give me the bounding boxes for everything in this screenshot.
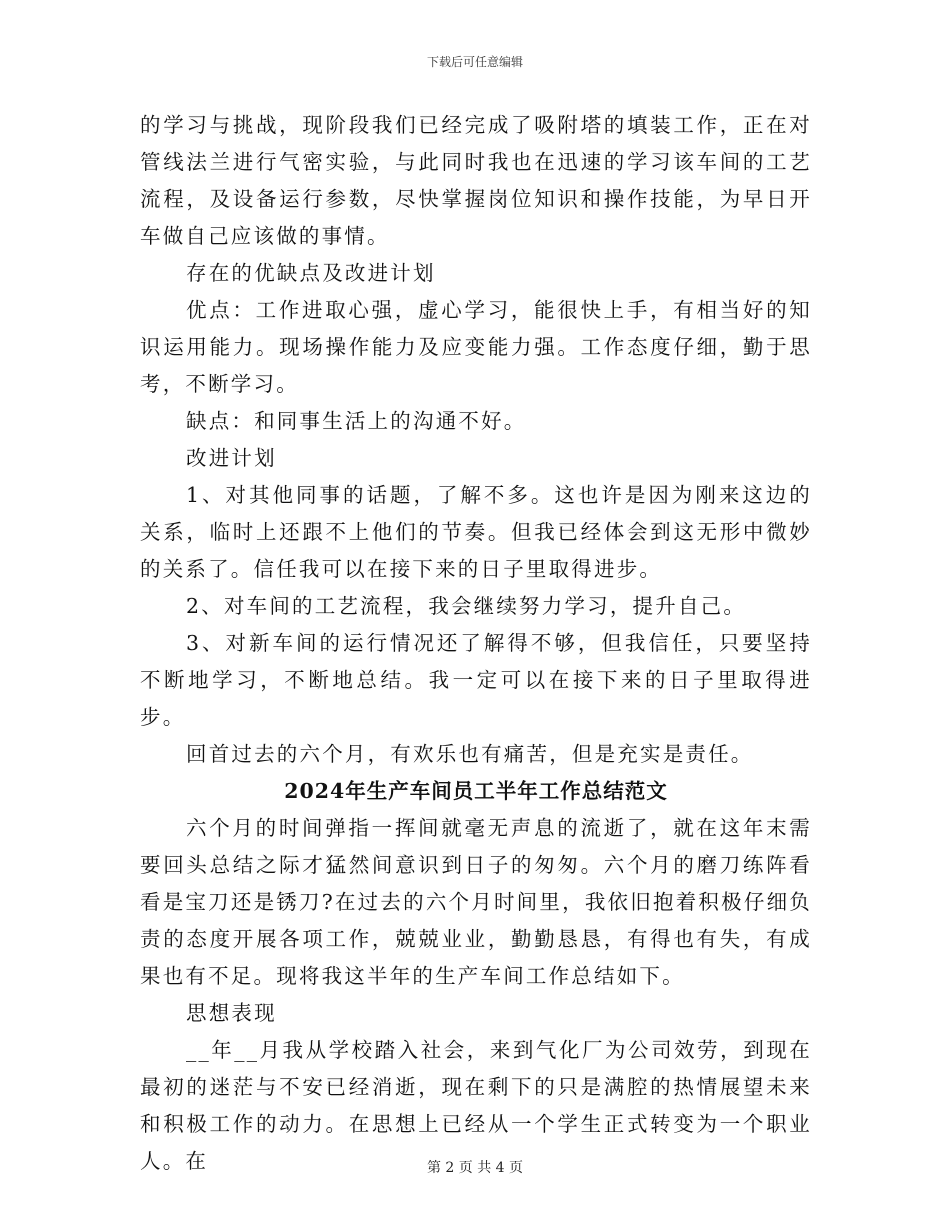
- paragraph-thoughts: __年__月我从学校踏入社会，来到气化厂为公司效劳，到现在最初的迷茫与不安已经消逝，现在剩下的只是满腔的热情展望未来和积极工作的动力。在思想上已经从一个学生正式转变为一个职业人。在: [140, 1038, 812, 1173]
- paragraph-intro: 六个月的时间弹指一挥间就毫无声息的流逝了，就在这年末需要回头总结之际才猛然间意识到日子的匆匆。六个月的磨刀练阵看看是宝刀还是锈刀?在过去的六个月时间里，我依旧抱着积极仔细负责的态度开展各项工作，兢兢业业，勤勤恳恳，有得也有失，有成果也有不足。现将我这半年的生产车间工作总结如下。: [140, 816, 812, 988]
- paragraph-continuation: 的学习与挑战，现阶段我们已经完成了吸附塔的填装工作，正在对管线法兰进行气密实验，与此同时我也在迅速的学习该车间的工艺流程，及设备运行参数，尽快掌握岗位知识和操作技能，为早日开车做自己应该做的事情。: [140, 113, 812, 248]
- document-body: [140, 107, 812, 1180]
- paragraph-strengths: 优点：工作进取心强，虚心学习，能很快上手，有相当好的知识运用能力。现场操作能力及应变能力强。工作态度仔细，勤于思考，不断学习。: [140, 298, 812, 396]
- paragraph-reflection: 回首过去的六个月，有欢乐也有痛苦，但是充实是责任。: [186, 742, 754, 766]
- paragraph-plan-item-2: 2、对车间的工艺流程，我会继续努力学习，提升自己。: [186, 594, 747, 618]
- paragraph-plan-item-3: 3、对新车间的运行情况还了解得不够，但我信任，只要坚持不断地学习，不断地总结。我一定可以在接下来的日子里取得进步。: [140, 631, 812, 729]
- document-title: 2024年生产车间员工半年工作总结范文: [284, 779, 668, 803]
- paragraph-weaknesses: 缺点：和同事生活上的沟通不好。: [186, 409, 527, 433]
- section-heading-thoughts: 思想表现: [186, 1001, 277, 1025]
- page-header: 下载后可任意编辑: [426, 55, 523, 69]
- section-heading-improvement-plan: 改进计划: [186, 446, 277, 470]
- page-footer: 第 2 页 共 4 页: [426, 1160, 524, 1176]
- section-heading-strengths-weaknesses: 存在的优缺点及改进计划: [186, 261, 436, 285]
- paragraph-plan-item-1: 1、对其他同事的话题，了解不多。这也许是因为刚来这边的关系，临时上还跟不上他们的节奏。但我已经体会到这无形中微妙的关系了。信任我可以在接下来的日子里取得进步。: [140, 483, 812, 581]
